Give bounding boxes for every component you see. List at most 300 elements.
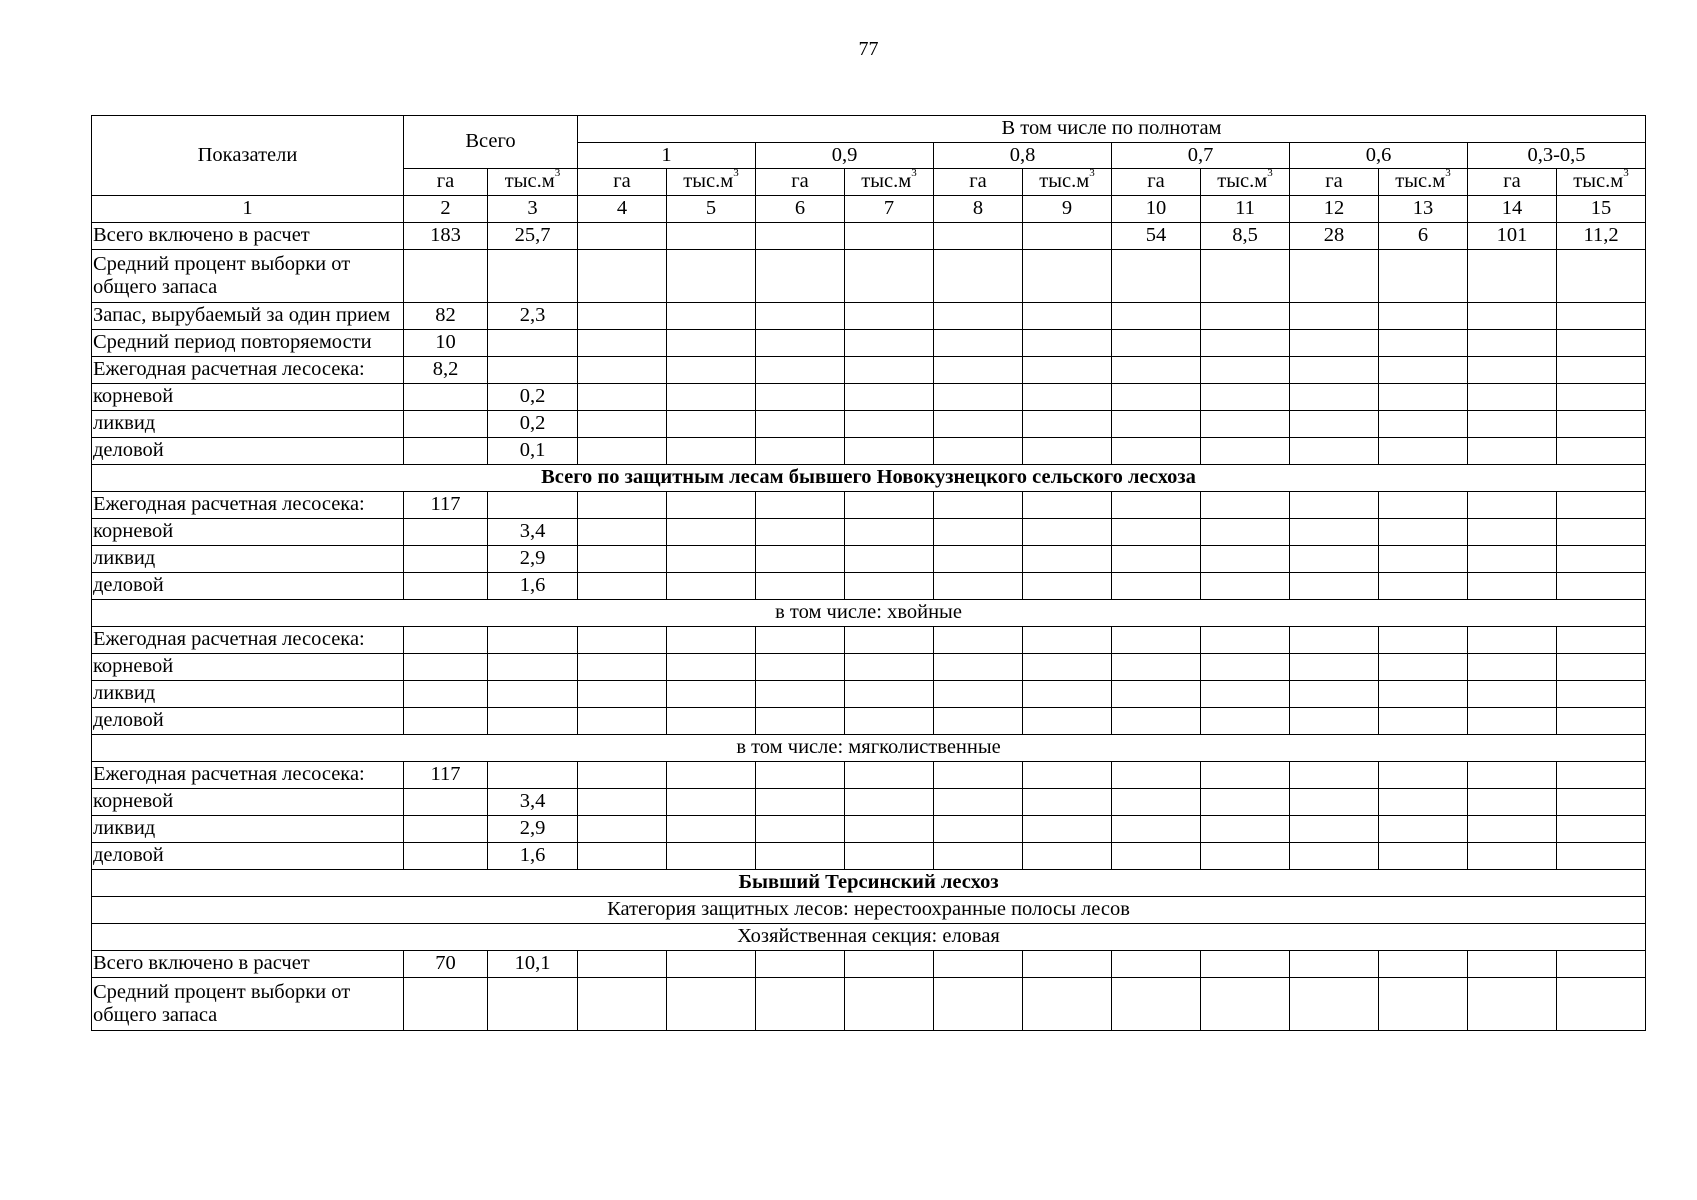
table-row — [92, 816, 1646, 843]
row-label: ликвид — [92, 411, 404, 438]
table-cell — [488, 654, 578, 681]
table-cell — [578, 816, 667, 843]
column-number: 15 — [1557, 196, 1646, 223]
table-cell — [756, 519, 845, 546]
table-cell — [1557, 250, 1646, 303]
table-cell — [1557, 411, 1646, 438]
header-density: 0,6 — [1290, 143, 1468, 169]
table-cell — [667, 519, 756, 546]
table-cell — [1468, 978, 1557, 1031]
table-cell — [934, 681, 1023, 708]
table-cell — [756, 357, 845, 384]
row-label: Ежегодная расчетная лесосека: — [92, 492, 404, 519]
header-unit-volume — [1557, 169, 1646, 196]
table-cell — [1201, 789, 1290, 816]
table-cell — [1557, 816, 1646, 843]
unit-volume-exponent: 3 — [1267, 168, 1273, 180]
table-cell — [578, 708, 667, 735]
header-unit-ha: га — [934, 169, 1023, 196]
column-number: 4 — [578, 196, 667, 223]
table-cell — [578, 951, 667, 978]
table-cell — [1468, 843, 1557, 870]
table-cell — [1468, 357, 1557, 384]
table-cell — [934, 546, 1023, 573]
table-cell — [845, 330, 934, 357]
table-cell — [1379, 681, 1468, 708]
table-cell — [1557, 762, 1646, 789]
table-cell — [667, 492, 756, 519]
row-label: корневой — [92, 789, 404, 816]
table-cell — [845, 519, 934, 546]
table-cell: 3,4 — [488, 789, 578, 816]
table-cell — [1112, 303, 1201, 330]
unit-volume-text: тыс.м — [683, 170, 734, 193]
table-cell — [934, 357, 1023, 384]
column-number: 13 — [1379, 196, 1468, 223]
table-cell — [1468, 951, 1557, 978]
section-title: в том числе: хвойные — [92, 600, 1646, 627]
table-cell — [667, 384, 756, 411]
table-cell — [1023, 978, 1112, 1031]
table-cell — [1201, 654, 1290, 681]
table-cell — [1112, 789, 1201, 816]
header-unit-ha: га — [756, 169, 845, 196]
table-cell — [404, 681, 488, 708]
unit-volume-exponent: 3 — [1445, 168, 1451, 180]
table-cell — [934, 789, 1023, 816]
table-cell — [1379, 250, 1468, 303]
table-cell — [667, 250, 756, 303]
table-cell — [756, 762, 845, 789]
table-cell — [404, 411, 488, 438]
cutting-area-table — [91, 115, 1646, 1031]
table-cell — [1112, 627, 1201, 654]
table-cell — [1557, 330, 1646, 357]
table-cell — [1112, 951, 1201, 978]
table-cell — [1201, 951, 1290, 978]
table-cell — [488, 250, 578, 303]
table-cell — [1112, 384, 1201, 411]
column-number: 8 — [934, 196, 1023, 223]
table-cell — [845, 357, 934, 384]
table-cell: 117 — [404, 762, 488, 789]
table-cell — [1557, 681, 1646, 708]
table-cell — [1557, 384, 1646, 411]
table-cell — [1379, 843, 1468, 870]
table-cell — [1290, 708, 1379, 735]
table-cell — [1201, 303, 1290, 330]
unit-volume-text: тыс.м — [861, 170, 912, 193]
table-cell — [845, 978, 934, 1031]
row-label: Средний процент выборки от общего запаса — [92, 978, 404, 1031]
section-row — [92, 735, 1646, 762]
table-cell — [934, 438, 1023, 465]
table-cell — [756, 816, 845, 843]
table-cell — [845, 708, 934, 735]
table-cell — [1023, 816, 1112, 843]
header-unit-ha: га — [578, 169, 667, 196]
table-cell — [1201, 843, 1290, 870]
table-cell — [404, 789, 488, 816]
table-cell — [1557, 951, 1646, 978]
table-cell — [1468, 250, 1557, 303]
table-cell — [756, 951, 845, 978]
header-unit-ha: га — [1112, 169, 1201, 196]
table-cell — [1201, 438, 1290, 465]
table-cell — [1468, 303, 1557, 330]
table-cell — [1290, 546, 1379, 573]
table-cell — [845, 681, 934, 708]
table-cell — [404, 978, 488, 1031]
section-row — [92, 600, 1646, 627]
header-density: 0,9 — [756, 143, 934, 169]
table-cell — [578, 303, 667, 330]
column-number: 6 — [756, 196, 845, 223]
table-cell — [845, 789, 934, 816]
table-cell — [1201, 250, 1290, 303]
table-cell: 70 — [404, 951, 488, 978]
table-cell — [1201, 357, 1290, 384]
table-row — [92, 438, 1646, 465]
table-cell — [667, 546, 756, 573]
table-cell — [1201, 978, 1290, 1031]
table-cell — [934, 519, 1023, 546]
table-cell — [404, 573, 488, 600]
column-number: 9 — [1023, 196, 1112, 223]
header-density: 0,3-0,5 — [1468, 143, 1646, 169]
table-cell — [488, 627, 578, 654]
header-unit-ha: га — [1290, 169, 1379, 196]
table-cell: 2,9 — [488, 816, 578, 843]
table-cell — [1290, 330, 1379, 357]
table-cell — [1379, 951, 1468, 978]
table-cell — [1290, 816, 1379, 843]
table-cell — [1201, 330, 1290, 357]
table-cell: 2,9 — [488, 546, 578, 573]
table-cell — [578, 654, 667, 681]
column-number: 2 — [404, 196, 488, 223]
table-cell — [934, 708, 1023, 735]
table-cell — [1290, 303, 1379, 330]
header-unit-volume — [1379, 169, 1468, 196]
table-cell — [756, 681, 845, 708]
table-cell — [1290, 654, 1379, 681]
table-cell: 1,6 — [488, 843, 578, 870]
table-cell — [1201, 627, 1290, 654]
row-label: Ежегодная расчетная лесосека: — [92, 357, 404, 384]
table-cell — [934, 573, 1023, 600]
table-cell — [667, 411, 756, 438]
unit-volume-exponent: 3 — [1623, 168, 1629, 180]
table-cell — [404, 843, 488, 870]
table-cell — [1290, 250, 1379, 303]
table-cell — [1379, 816, 1468, 843]
column-number: 7 — [845, 196, 934, 223]
table-cell — [756, 250, 845, 303]
table-cell — [1468, 573, 1557, 600]
table-cell — [756, 492, 845, 519]
table-cell — [578, 789, 667, 816]
table-cell — [1290, 843, 1379, 870]
table-cell: 0,1 — [488, 438, 578, 465]
table-cell — [1023, 546, 1112, 573]
table-row — [92, 951, 1646, 978]
table-cell — [756, 708, 845, 735]
table-cell — [934, 843, 1023, 870]
table-cell — [1379, 627, 1468, 654]
table-cell — [1023, 411, 1112, 438]
table-cell — [1201, 681, 1290, 708]
table-cell — [1379, 357, 1468, 384]
table-cell — [578, 573, 667, 600]
row-label: деловой — [92, 438, 404, 465]
table-cell — [934, 951, 1023, 978]
table-cell — [404, 546, 488, 573]
table-cell — [578, 492, 667, 519]
header-density: 0,7 — [1112, 143, 1290, 169]
table-cell — [1201, 384, 1290, 411]
header-unit-volume — [1201, 169, 1290, 196]
table-cell — [404, 250, 488, 303]
table-cell: 0,2 — [488, 384, 578, 411]
header-indicators: Показатели — [92, 116, 404, 196]
table-cell — [934, 250, 1023, 303]
table-cell — [756, 223, 845, 250]
column-number: 3 — [488, 196, 578, 223]
table-cell — [1023, 789, 1112, 816]
table-cell — [404, 627, 488, 654]
table-cell — [934, 816, 1023, 843]
table-cell — [1468, 519, 1557, 546]
table-cell — [1379, 438, 1468, 465]
table-row — [92, 357, 1646, 384]
table-cell — [1290, 627, 1379, 654]
table-cell — [756, 330, 845, 357]
table-cell — [1557, 627, 1646, 654]
table-cell — [1557, 492, 1646, 519]
table-cell — [578, 223, 667, 250]
table-cell — [1201, 519, 1290, 546]
table-cell — [1557, 978, 1646, 1031]
table-cell — [1023, 223, 1112, 250]
section-title: Бывший Терсинский лесхоз — [92, 870, 1646, 897]
section-title: Всего по защитным лесам бывшего Новокузнецкого сельского лесхоза — [92, 465, 1646, 492]
table-cell — [488, 708, 578, 735]
table-cell — [845, 411, 934, 438]
table-cell — [1557, 573, 1646, 600]
section-title: в том числе: мягколиственные — [92, 735, 1646, 762]
table-cell — [1557, 546, 1646, 573]
column-number: 12 — [1290, 196, 1379, 223]
page-number: 77 — [858, 38, 879, 60]
table-row — [92, 573, 1646, 600]
table-cell — [1290, 762, 1379, 789]
table-cell: 183 — [404, 223, 488, 250]
section-row — [92, 924, 1646, 951]
column-number: 5 — [667, 196, 756, 223]
table-cell — [578, 357, 667, 384]
table-cell — [1112, 357, 1201, 384]
section-row — [92, 870, 1646, 897]
table-cell — [1468, 492, 1557, 519]
table-cell — [578, 546, 667, 573]
table-cell — [756, 789, 845, 816]
table-row — [92, 627, 1646, 654]
section-row — [92, 897, 1646, 924]
table-cell — [1290, 573, 1379, 600]
table-cell — [1023, 303, 1112, 330]
table-cell — [1468, 546, 1557, 573]
table-cell — [667, 303, 756, 330]
table-cell — [488, 681, 578, 708]
table-cell — [578, 250, 667, 303]
table-cell — [1557, 708, 1646, 735]
table-cell — [1112, 438, 1201, 465]
table-cell — [845, 223, 934, 250]
column-number: 14 — [1468, 196, 1557, 223]
table-cell — [1379, 546, 1468, 573]
table-cell — [934, 384, 1023, 411]
table-cell: 0,2 — [488, 411, 578, 438]
table-cell — [1112, 573, 1201, 600]
header-including-by-density: В том числе по полнотам — [578, 116, 1646, 143]
table-cell — [845, 816, 934, 843]
table-cell — [1468, 384, 1557, 411]
table-cell — [1112, 250, 1201, 303]
table-cell — [845, 654, 934, 681]
table-cell — [1112, 330, 1201, 357]
table-row — [92, 681, 1646, 708]
table-cell — [1112, 492, 1201, 519]
table-cell — [1468, 654, 1557, 681]
table-cell — [1201, 708, 1290, 735]
table-cell — [1112, 519, 1201, 546]
table-row — [92, 519, 1646, 546]
table-cell — [1379, 519, 1468, 546]
table-cell — [488, 978, 578, 1031]
table-cell — [1379, 708, 1468, 735]
table-cell — [404, 816, 488, 843]
table-cell — [1290, 492, 1379, 519]
table-cell — [1379, 762, 1468, 789]
table-cell — [756, 438, 845, 465]
table-cell — [1023, 681, 1112, 708]
table-cell — [1468, 411, 1557, 438]
table-cell — [1112, 411, 1201, 438]
table-cell — [934, 411, 1023, 438]
table-cell — [1023, 654, 1112, 681]
table-cell — [845, 546, 934, 573]
table-cell — [1468, 627, 1557, 654]
header-unit-volume — [667, 169, 756, 196]
header-unit-ha: га — [1468, 169, 1557, 196]
table-cell — [1201, 816, 1290, 843]
table-cell: 8,2 — [404, 357, 488, 384]
table-cell — [756, 978, 845, 1031]
table-cell — [1023, 951, 1112, 978]
section-title: Категория защитных лесов: нерестоохранные полосы лесов — [92, 897, 1646, 924]
table-cell — [1023, 762, 1112, 789]
table-cell — [1201, 573, 1290, 600]
table-cell — [667, 978, 756, 1031]
unit-volume-exponent: 3 — [911, 168, 917, 180]
table-cell — [1379, 330, 1468, 357]
row-label: Всего включено в расчет — [92, 951, 404, 978]
row-label: Ежегодная расчетная лесосека: — [92, 627, 404, 654]
table-cell — [1201, 762, 1290, 789]
unit-volume-text: тыс.м — [1395, 170, 1446, 193]
table-cell — [1557, 519, 1646, 546]
table-cell — [404, 654, 488, 681]
table-cell — [845, 573, 934, 600]
header-total: Всего — [404, 116, 578, 169]
table-cell — [756, 843, 845, 870]
column-number: 1 — [92, 196, 404, 223]
table-cell — [756, 654, 845, 681]
unit-volume-text: тыс.м — [1573, 170, 1624, 193]
table-row — [92, 546, 1646, 573]
table-row — [92, 708, 1646, 735]
table-cell — [845, 384, 934, 411]
table-cell — [667, 708, 756, 735]
table-cell — [667, 330, 756, 357]
row-label: деловой — [92, 573, 404, 600]
table-cell — [1468, 681, 1557, 708]
table-cell — [1379, 492, 1468, 519]
table-cell — [934, 223, 1023, 250]
table-cell — [667, 762, 756, 789]
row-label: ликвид — [92, 681, 404, 708]
table-cell: 54 — [1112, 223, 1201, 250]
table-cell — [578, 411, 667, 438]
table-cell — [667, 223, 756, 250]
table-cell: 10 — [404, 330, 488, 357]
header-density: 0,8 — [934, 143, 1112, 169]
table-cell — [1379, 303, 1468, 330]
table-cell — [1290, 438, 1379, 465]
table-cell — [845, 250, 934, 303]
table-cell — [578, 681, 667, 708]
unit-volume-text: тыс.м — [1217, 170, 1268, 193]
table-cell — [404, 384, 488, 411]
table-cell — [1290, 357, 1379, 384]
table-cell — [1557, 843, 1646, 870]
table-row — [92, 654, 1646, 681]
row-label: Всего включено в расчет — [92, 223, 404, 250]
table-row — [92, 250, 1646, 303]
table-cell — [845, 627, 934, 654]
table-cell: 11,2 — [1557, 223, 1646, 250]
table-cell: 117 — [404, 492, 488, 519]
table-cell — [1468, 789, 1557, 816]
table-cell — [845, 843, 934, 870]
table-cell — [1112, 546, 1201, 573]
table-cell — [1290, 951, 1379, 978]
table-cell — [1468, 438, 1557, 465]
row-label: ликвид — [92, 546, 404, 573]
table-cell — [1023, 330, 1112, 357]
table-cell — [667, 789, 756, 816]
table-cell — [488, 762, 578, 789]
row-label: корневой — [92, 384, 404, 411]
unit-volume-text: тыс.м — [1039, 170, 1090, 193]
table-cell — [1023, 627, 1112, 654]
table-cell — [1023, 708, 1112, 735]
table-cell — [1023, 384, 1112, 411]
table-cell — [756, 384, 845, 411]
table-cell — [1023, 438, 1112, 465]
table-cell: 2,3 — [488, 303, 578, 330]
